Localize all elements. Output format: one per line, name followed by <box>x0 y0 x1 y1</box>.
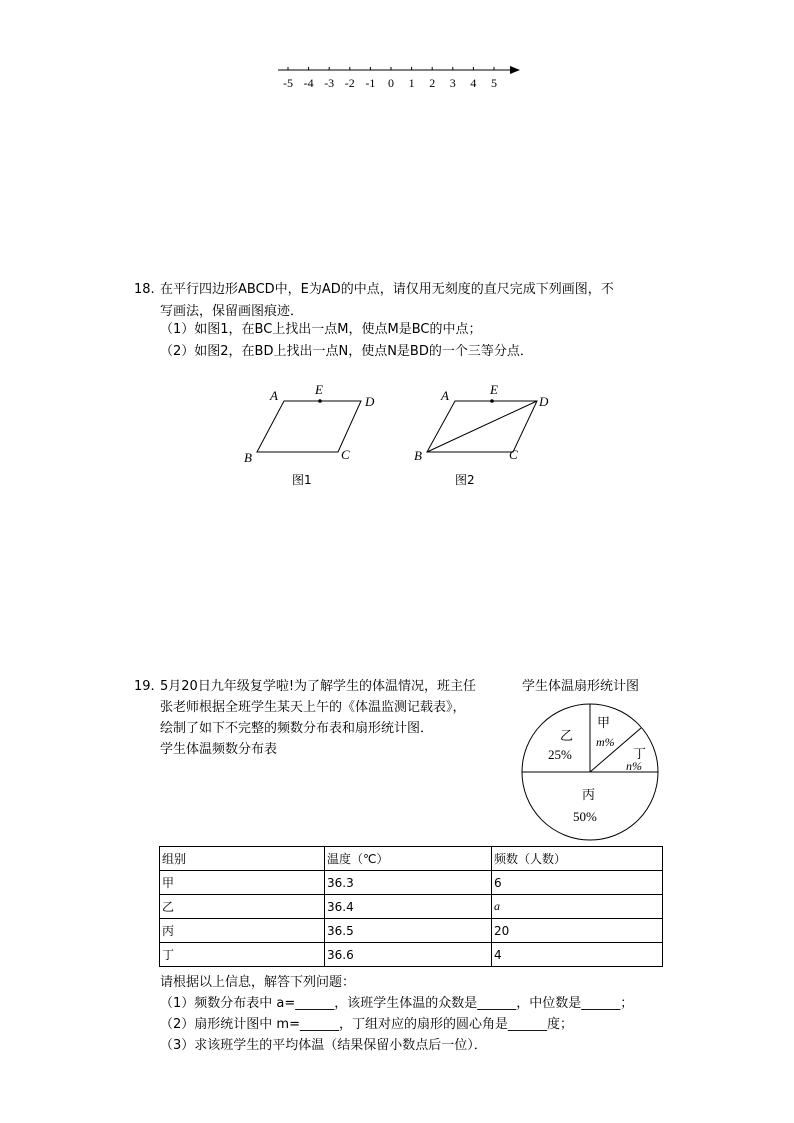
header-temperature: 温度（℃） <box>325 847 492 871</box>
number-line-label: 0 <box>388 76 394 90</box>
fig2-label-a: A <box>441 388 449 403</box>
figure-1-parallelogram <box>240 380 390 470</box>
cell-group: 丙 <box>160 919 325 943</box>
cell-group: 甲 <box>160 871 325 895</box>
cell-temperature: 36.3 <box>325 871 492 895</box>
q18-part1: （1）如图1，在BC上找出一点M，使点M是BC的中点； <box>160 322 482 337</box>
fig2-caption: 图2 <box>455 473 475 487</box>
q19-stem-line1: 5月20日九年级复学啦!为了解学生的体温情况，班主任 <box>160 679 477 694</box>
number-line <box>270 60 530 94</box>
number-line-label: -1 <box>365 76 376 90</box>
q19-number: 19. <box>134 679 155 694</box>
table-row <box>160 943 663 967</box>
number-line-label: -2 <box>344 76 355 90</box>
fig2-label-e: E <box>490 382 498 397</box>
q19-part1: （1）频数分布表中 a=______，该班学生体温的众数是______，中位数是______； <box>160 996 634 1011</box>
fig2-label-d: D <box>539 394 549 409</box>
table-row <box>160 871 663 895</box>
number-line-label: -5 <box>283 76 293 90</box>
q19-stem-line3: 绘制了如下不完整的频数分布表和扇形统计图． <box>160 721 434 736</box>
temperature-pie-chart <box>520 702 660 842</box>
q19-table-title: 学生体温频数分布表 <box>160 742 278 757</box>
number-line-label: 3 <box>449 76 456 90</box>
cell-frequency: 6 <box>492 871 663 895</box>
number-line-label: 4 <box>470 76 477 90</box>
pie-label-ding: 丁 <box>633 746 647 761</box>
fig1-label-b: B <box>244 450 252 465</box>
fig1-label-a: A <box>270 388 278 403</box>
q18-part2: （2）如图2，在BD上找出一点N，使点N是BD的一个三等分点． <box>160 344 533 359</box>
q19-part3: （3）求该班学生的平均体温（结果保留小数点后一位）． <box>160 1038 487 1053</box>
cell-temperature: 36.5 <box>325 919 492 943</box>
cell-temperature: 36.6 <box>325 943 492 967</box>
table-row <box>160 919 663 943</box>
fig1-label-e: E <box>315 382 323 397</box>
pie-pct-bing: 50% <box>573 809 597 824</box>
pie-label-bing: 丙 <box>582 787 596 802</box>
number-line-label: 2 <box>429 76 436 90</box>
number-line-label: 1 <box>408 76 415 90</box>
fig1-label-c: C <box>341 447 350 462</box>
table-header-row <box>160 847 663 871</box>
figure-2-parallelogram <box>410 380 560 470</box>
q19-stem-line2: 张老师根据全班学生某天上午的《体温监测记载表》， <box>160 700 466 715</box>
number-line-label: -3 <box>324 76 335 90</box>
cell-frequency: 20 <box>492 919 663 943</box>
q19-part2: （2）扇形统计图中 m=______，丁组对应的扇形的圆心角是______度； <box>160 1017 573 1032</box>
q18-stem-line1: 在平行四边形ABCD中，E为AD的中点，请仅用无刻度的直尺完成下列画图，不 <box>160 282 614 297</box>
table-row <box>160 895 663 919</box>
pie-pct-jia: m% <box>596 735 615 749</box>
q19-instruction: 请根据以上信息，解答下列问题： <box>160 975 356 990</box>
frequency-table <box>159 846 663 967</box>
cell-group: 乙 <box>160 895 325 919</box>
q18-stem-line2: 写画法，保留画图痕迹． <box>160 304 304 319</box>
fig1-caption: 图1 <box>292 473 312 487</box>
cell-group: 丁 <box>160 943 325 967</box>
number-line-label: 5 <box>491 76 497 90</box>
pie-label-yi: 乙 <box>560 728 574 743</box>
cell-frequency: a <box>492 895 663 919</box>
cell-frequency: 4 <box>492 943 663 967</box>
fig1-label-d: D <box>365 394 375 409</box>
pie-label-jia: 甲 <box>597 715 611 730</box>
number-line-label: -4 <box>303 76 314 90</box>
cell-temperature: 36.4 <box>325 895 492 919</box>
pie-pct-yi: 25% <box>548 747 572 762</box>
q18-number: 18. <box>134 282 155 297</box>
pie-pct-ding: n% <box>626 759 642 773</box>
q19-pie-title: 学生体温扇形统计图 <box>522 679 640 694</box>
fig2-label-c: C <box>509 447 518 462</box>
header-frequency: 频数（人数） <box>492 847 663 871</box>
header-group: 组别 <box>160 847 325 871</box>
fig2-label-b: B <box>414 448 422 463</box>
